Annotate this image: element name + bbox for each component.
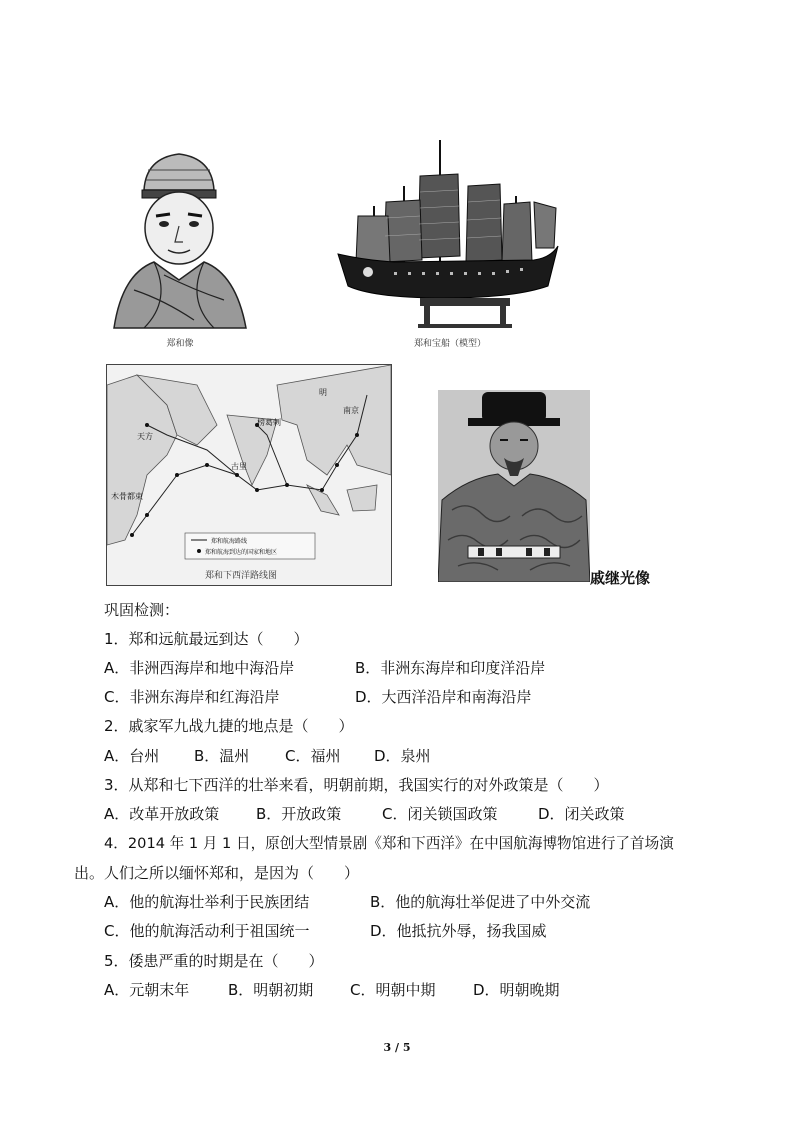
map-label-tianfang: 天方 [137,432,153,441]
question-5-option-b: B．明朝初期 [228,981,314,999]
map-legend-route: 郑和航海路线 [211,538,248,545]
map-label-nanjing: 南京 [343,406,359,415]
page-number: 3 / 5 [383,1041,411,1054]
question-3-option-b: B．开放政策 [256,805,342,823]
question-4-option-d: D．他抵抗外辱，扬我国威 [370,922,547,940]
question-3-option-c: C．闭关锁国政策 [382,805,498,823]
question-1-option-d: D．大西洋沿岸和南海沿岸 [355,688,532,706]
question-1-stem: 1．郑和远航最远到达（ ） [104,630,309,648]
qijiguang-portrait-image [438,390,590,582]
question-3-option-d: D．闭关政策 [538,805,625,823]
map-label-calicut: 古里 [231,462,247,471]
treasure-ship-caption: 郑和宝船（模型） [413,339,486,349]
question-4-stem-line1: 4．2014 年 1 月 1 日，原创大型情景剧《郑和下西洋》在中国航海博物馆进行了首场演 [104,835,674,852]
question-5-option-a: A．元朝末年 [104,981,190,999]
voyage-route-map [106,364,392,586]
map-label-mogadishu: 木骨都束 [111,492,143,501]
zhenghe-portrait-image [104,150,254,330]
question-4-option-c: C．他的航海活动利于祖国统一 [104,922,310,940]
question-2-option-b: B．温州 [194,747,250,765]
question-2-stem: 2．戚家军九战九捷的地点是（ ） [104,717,354,735]
map-label-ming: 明 [319,388,327,397]
map-label-bengal: 榜葛剌 [257,418,281,427]
qijiguang-portrait-caption: 戚继光像 [590,569,651,587]
question-4-option-b: B．他的航海壮举促进了中外交流 [370,893,591,911]
question-1-option-b: B．非洲东海岸和印度洋沿岸 [355,659,546,677]
question-5-option-d: D．明朝晚期 [473,981,560,999]
question-1-option-a: A．非洲西海岸和地中海沿岸 [104,659,295,677]
question-1-option-c: C．非洲东海岸和红海沿岸 [104,688,280,706]
map-legend-places: 郑和航海到达的国家和地区 [205,549,278,556]
question-2-option-c: C．福州 [285,747,341,765]
question-3-stem: 3．从郑和七下西洋的壮举来看，明朝前期，我国实行的对外政策是（ ） [104,776,609,794]
question-3-option-a: A．改革开放政策 [104,805,220,823]
question-4-option-a: A．他的航海壮举利于民族团结 [104,893,310,911]
question-2-option-a: A．台州 [104,747,160,765]
question-2-option-d: D．泉州 [374,747,431,765]
zhenghe-portrait-caption: 郑和像 [166,339,194,349]
question-5-option-c: C．明朝中期 [350,981,436,999]
question-4-stem-line2: 出。人们之所以缅怀郑和，是因为（ ） [74,864,360,882]
treasure-ship-image [334,136,560,332]
question-5-stem: 5．倭患严重的时期是在（ ） [104,952,324,970]
section-title: 巩固检测： [104,601,180,619]
map-caption: 郑和下西洋路线图 [205,571,278,581]
